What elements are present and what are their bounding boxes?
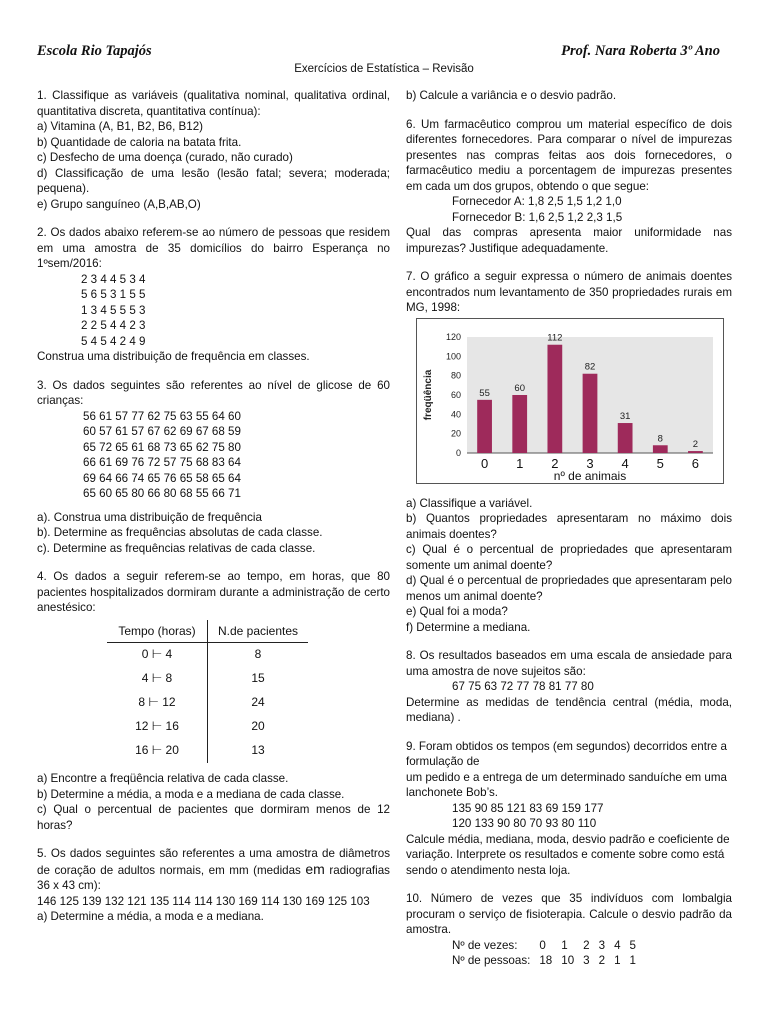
table-cell: 10 (561, 954, 575, 967)
question-text: 10. Número de vezes que 35 indivíduos com lombalgia procuram o serviço de fisioterapia. Calcule o desvio padrão da amostra. (406, 892, 732, 936)
question-item: b). Determine as frequências absolutas de cada classe. (37, 526, 323, 539)
x-tick-label: 0 (480, 455, 489, 471)
table-cell: 3 (583, 954, 590, 967)
question-text: 6. Um farmacêutico comprou um material específico de dois diferentes fornecedores. Para comparar o nível de impurezas presentes nas compras feitas aos dois fornecedores, o farmacêutico mediu a porcentagem de impurezas presentes em cada um dos grupos, obtendo o que segue: (406, 117, 732, 193)
question-item: a) Classifique a variável. (406, 496, 533, 510)
question-item: a) Determine a média, a moda e a mediana. (37, 910, 264, 923)
supplier-b-data: Fornecedor B: 1,6 2,5 1,2 2,3 1,5 (452, 210, 623, 224)
question-item: b) Calcule a variância e o desvio padrão. (406, 89, 617, 102)
y-axis-title: freqüência (423, 369, 434, 420)
question-item: d) Classificação de uma lesão (lesão fatal; severa; moderada; pequena). (37, 166, 390, 195)
left-column (37, 88, 390, 925)
question-text: 1. Classifique as variáveis (qualitativa nominal, qualitativa ordinal, quantitativa discreta, quantitativa contínua): (37, 89, 390, 118)
y-tick-label: 60 (450, 389, 461, 400)
y-tick-label: 80 (450, 370, 461, 381)
question-text-part: 5. Os dados seguintes são referentes a uma amostra de diâmetros de coração de adultos normais, em mm (medidas (37, 847, 390, 877)
table-cell: 1 (561, 938, 568, 952)
table-cell: 0 ⊢ 4 (107, 643, 208, 668)
data-row: 60 57 61 57 67 62 69 67 68 59 (83, 425, 241, 438)
bar (477, 399, 492, 452)
table-header: N.de pacientes (208, 620, 309, 643)
bar (688, 451, 703, 453)
table-row (107, 667, 308, 691)
question-7 (406, 269, 732, 635)
table-cell: 8 ⊢ 12 (107, 691, 208, 715)
data-label: 55 (479, 387, 490, 399)
question-item: e) Grupo sanguíneo (A,B,AB,O) (37, 197, 201, 211)
data-label: 8 (657, 432, 663, 444)
question-item: a) Encontre a freqüência relativa de cada classe. (37, 772, 289, 785)
question-9 (406, 739, 732, 879)
question-item: a). Construa uma distribuição de frequência (37, 510, 262, 524)
table-cell: 12 ⊢ 16 (107, 715, 208, 739)
data-row: 2 3 4 4 5 3 4 (81, 272, 146, 286)
question-8 (406, 648, 732, 726)
table-cell: 1 (614, 954, 621, 967)
data-row: 65 60 65 80 66 80 68 55 66 71 (83, 487, 241, 500)
data-label: 31 (619, 410, 631, 422)
teacher-name: Prof. Nara Roberta 3º Ano (561, 43, 720, 59)
question-4 (37, 569, 390, 833)
question-text: 9. Foram obtidos os tempos (em segundos) decorridos entre a formulação de (406, 739, 727, 768)
y-tick-label: 40 (450, 408, 461, 419)
x-tick-label: 6 (691, 455, 700, 471)
table-row (452, 938, 645, 954)
row-label: Nº de vezes: (452, 938, 518, 952)
question-item: c) Qual o percentual de pacientes que dormiram menos de 12 horas? (37, 803, 390, 832)
question-item: b) Quantidade de caloria na batata frita. (37, 135, 242, 149)
table-row (107, 691, 308, 715)
table-cell: 0 (539, 938, 546, 952)
y-tick-label: 0 (455, 447, 461, 458)
bar (653, 445, 668, 453)
table-row (107, 739, 308, 763)
x-tick-label: 1 (516, 455, 524, 471)
table-cell: 5 (629, 938, 636, 952)
document-subtitle: Exercícios de Estatística – Revisão (294, 63, 474, 75)
x-axis-title: nº de animais (553, 468, 627, 483)
table-cell: 24 (251, 695, 265, 710)
data-row: 56 61 57 77 62 75 63 55 64 60 (83, 409, 241, 423)
table-row (107, 643, 308, 668)
table-cell: 13 (251, 743, 265, 758)
y-tick-label: 100 (445, 350, 461, 361)
question-task: Qual das compras apresenta maior uniformidade nas impurezas? Justifique adequadamente. (406, 226, 732, 255)
data-row: 135 90 85 121 83 69 159 177 (452, 801, 604, 815)
question-1 (37, 88, 390, 212)
table-header: Tempo (horas) (107, 620, 208, 643)
table-row (107, 715, 308, 739)
question-5 (37, 846, 390, 925)
data-row: 2 2 5 4 4 2 3 (81, 319, 146, 332)
question-item: f) Determine a mediana. (406, 620, 531, 634)
data-label: 112 (547, 332, 563, 344)
data-label: 82 (584, 361, 596, 373)
table-cell: 16 ⊢ 20 (107, 739, 208, 763)
y-tick-label: 120 (445, 331, 461, 342)
question-10 (406, 891, 732, 969)
bar (547, 344, 562, 452)
question-task: Construa uma distribuição de frequência em classes. (37, 350, 310, 363)
data-label: 2 (692, 438, 699, 450)
data-row: 66 61 69 76 72 57 75 68 83 64 (83, 456, 241, 469)
y-tick-label: 20 (450, 428, 461, 439)
question-text: 8. Os resultados baseados em uma escala de ansiedade para uma amostra de nove sujeitos são: (406, 649, 732, 678)
x-tick-label: 3 (586, 455, 594, 471)
table-cell: 4 (614, 938, 621, 952)
question-text: 2. Os dados abaixo referem-se ao número de pessoas que residem em uma amostra de 35 domicílios do bairro Esperança no 1ºsem/2016: (37, 226, 390, 270)
table-cell: 2 (583, 938, 590, 952)
data-row: 120 133 90 80 70 93 80 110 (452, 817, 597, 830)
question-text-part: em (305, 860, 325, 877)
table-cell: 8 (254, 647, 262, 662)
question-item: a) Vitamina (A, B1, B2, B6, B12) (37, 120, 204, 133)
x-tick-label: 4 (621, 455, 629, 471)
animals-bar-chart (416, 318, 724, 484)
question-text-part: radiografias 36 x 43 cm): (37, 863, 390, 892)
data-row: 5 4 5 4 2 4 9 (81, 334, 146, 348)
bar (618, 423, 633, 453)
bar (583, 373, 598, 452)
table-cell: 3 (598, 938, 606, 952)
data-label: 60 (514, 382, 526, 394)
question-item: c) Qual é o percentual de propriedades que apresentaram somente um animal doente? (406, 543, 732, 572)
question-item: e) Qual foi a moda? (406, 605, 508, 618)
frequency-table (452, 938, 645, 969)
supplier-a-data: Fornecedor A: 1,8 2,5 1,5 1,2 1,0 (452, 195, 622, 208)
question-item: b) Quantos propriedades apresentaram no máximo dois animais doentes? (406, 512, 732, 541)
question-item: c). Determine as frequências relativas de cada classe. (37, 541, 316, 555)
data-row: 69 64 66 74 65 76 65 58 65 64 (83, 471, 241, 485)
sleep-time-table (107, 620, 308, 764)
school-name: Escola Rio Tapajós (37, 43, 152, 59)
question-task: Calcule média, mediana, moda, desvio padrão e coeficiente de variação. Interprete os resultados e comente sobre como está sendo o atendimento nesta loja. (406, 832, 730, 877)
question-item: d) Qual é o percentual de propriedades que apresentaram pelo menos um animal doente? (406, 574, 732, 603)
bar (512, 395, 527, 453)
question-item: b) Determine a média, a moda e a mediana de cada classe. (37, 787, 345, 801)
question-text: 7. O gráfico a seguir expressa o número de animais doentes encontrados num levantamento de 350 propriedades rurais em MG, 1998: (406, 270, 732, 314)
table-cell: 20 (251, 719, 265, 734)
question-2 (37, 225, 390, 365)
data-row: 146 125 139 132 121 135 114 114 130 169 114 130 169 125 103 (37, 894, 370, 908)
question-3 (37, 378, 390, 557)
table-cell: 1 (629, 954, 636, 967)
table-cell: 4 ⊢ 8 (107, 667, 208, 691)
right-column (406, 88, 732, 969)
table-cell: 2 (598, 954, 606, 967)
data-row: 1 3 4 5 5 5 3 (81, 303, 146, 317)
x-tick-label: 2 (551, 455, 559, 471)
data-row: 67 75 63 72 77 78 81 77 80 (452, 680, 594, 693)
question-item: c) Desfecho de uma doença (curado, não curado) (37, 151, 293, 164)
chart-svg (417, 319, 723, 483)
data-row: 65 72 65 61 68 73 65 62 75 80 (83, 440, 241, 454)
question-task: Determine as medidas de tendência central (média, moda, mediana) . (406, 695, 732, 724)
row-label: Nº de pessoas: (452, 954, 531, 967)
x-tick-label: 5 (656, 455, 664, 471)
question-text: 4. Os dados a seguir referem-se ao tempo, em horas, que 80 pacientes hospitalizados dormiram durante a administração de certo anestésico: (37, 570, 390, 614)
data-row: 5 6 5 3 1 5 5 (81, 288, 146, 301)
question-text (37, 846, 390, 894)
question-text: um pedido e a entrega de um determinado sanduíche em uma lanchonete Bob’s. (406, 770, 727, 799)
question-text: 3. Os dados seguintes são referentes ao nível de glicose de 60 crianças: (37, 378, 390, 407)
question-6 (406, 117, 732, 257)
table-cell: 15 (251, 671, 265, 686)
table-row (452, 953, 645, 969)
table-cell: 18 (539, 954, 553, 967)
